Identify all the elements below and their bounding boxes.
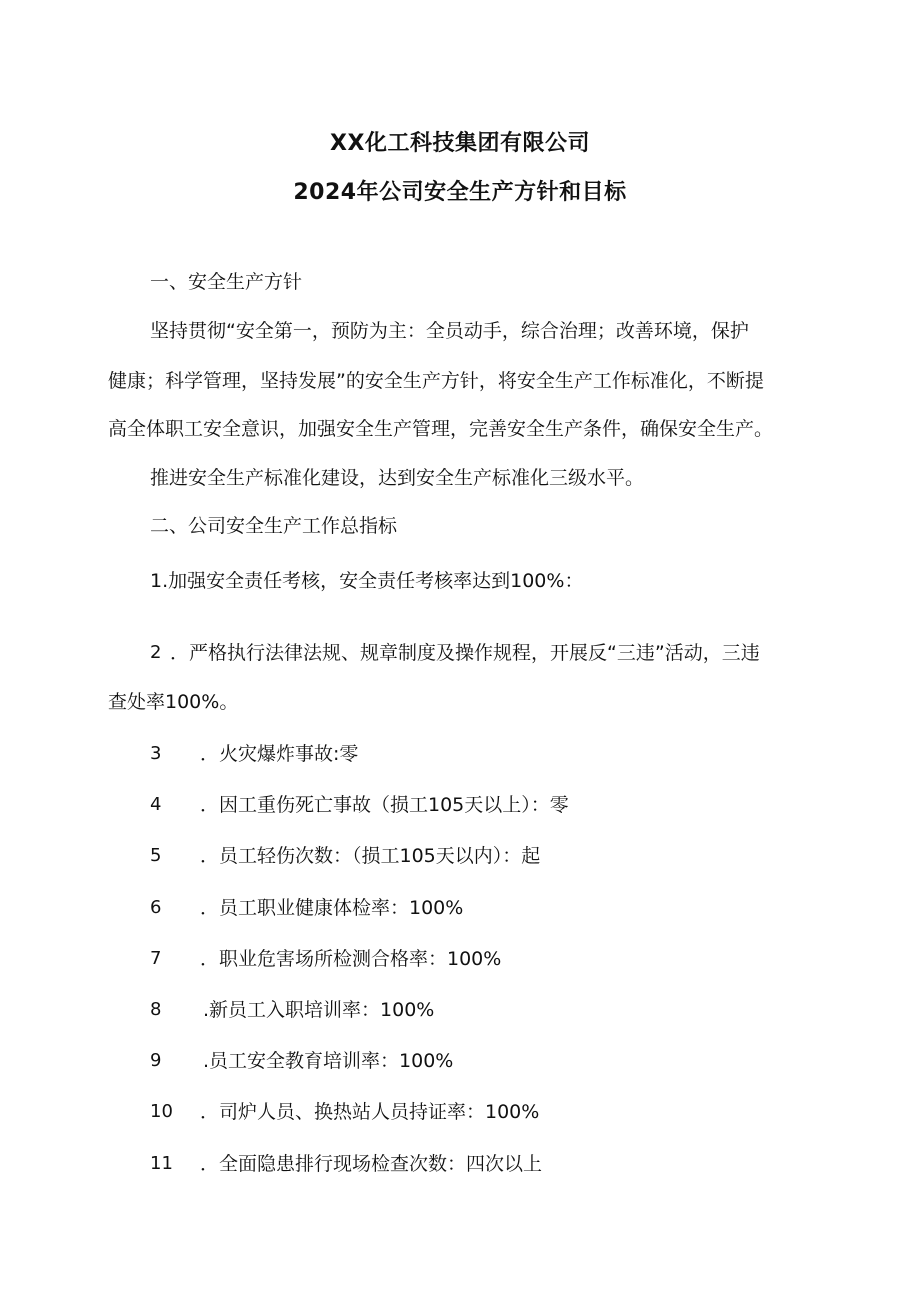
indicator-item-number: 11 xyxy=(150,1153,173,1174)
section2-heading: 二、公司安全生产工作总指标 xyxy=(150,515,398,537)
indicator-item-text: ．员工轻伤次数：（损工105天以内）：起 xyxy=(200,845,541,867)
indicator-item-2-line1: ．严格执行法律法规、规章制度及操作规程，开展反“三违”活动，三违 xyxy=(170,642,760,664)
company-name: XX化工科技集团有限公司 xyxy=(330,131,590,156)
section1-paragraph1-line2: 健康；科学管理，坚持发展”的安全生产方针，将安全生产工作标准化，不断提 xyxy=(108,370,764,392)
indicator-item-number: 7 xyxy=(150,948,162,969)
section1-heading: 一、安全生产方针 xyxy=(150,271,303,293)
indicator-item-text: ．职业危害场所检测合格率：100% xyxy=(200,948,502,970)
indicator-item-text: .新员工入职培训率：100% xyxy=(203,999,435,1021)
indicator-item-2-number: 2 xyxy=(150,642,162,663)
indicator-item-number: 5 xyxy=(150,845,162,866)
document-title: 2024年公司安全生产方针和目标 xyxy=(293,180,627,205)
section1-paragraph1-line3: 高全体职工安全意识，加强安全生产管理，完善安全生产条件，确保安全生产。 xyxy=(108,418,774,440)
indicator-item-number: 8 xyxy=(150,999,162,1020)
indicator-item-2-line2: 查处率100%。 xyxy=(108,691,239,713)
indicator-item-text: ．因工重伤死亡事故（损工105天以上）：零 xyxy=(200,794,569,816)
indicator-item-number: 9 xyxy=(150,1050,162,1071)
section1-paragraph2: 推进安全生产标准化建设，达到安全生产标准化三级水平。 xyxy=(150,467,645,489)
indicator-item-text: ．全面隐患排行现场检查次数：四次以上 xyxy=(200,1153,543,1175)
section1-paragraph1-line1: 坚持贯彻“安全第一，预防为主：全员动手，综合治理；改善环境，保护 xyxy=(150,320,749,342)
indicator-item-number: 6 xyxy=(150,897,162,918)
indicator-item-text: .员工安全教育培训率：100% xyxy=(203,1050,454,1072)
indicator-item-number: 10 xyxy=(150,1101,173,1122)
indicator-item-number: 4 xyxy=(150,794,162,815)
indicator-item-1: 1.加强安全责任考核，安全责任考核率达到100%： xyxy=(150,570,584,592)
indicator-item-text: ．火灾爆炸事故:零 xyxy=(200,743,359,765)
indicator-item-text: ．员工职业健康体检率：100% xyxy=(200,897,464,919)
indicator-item-text: ．司炉人员、换热站人员持证率：100% xyxy=(200,1101,540,1123)
indicator-item-number: 3 xyxy=(150,743,162,764)
